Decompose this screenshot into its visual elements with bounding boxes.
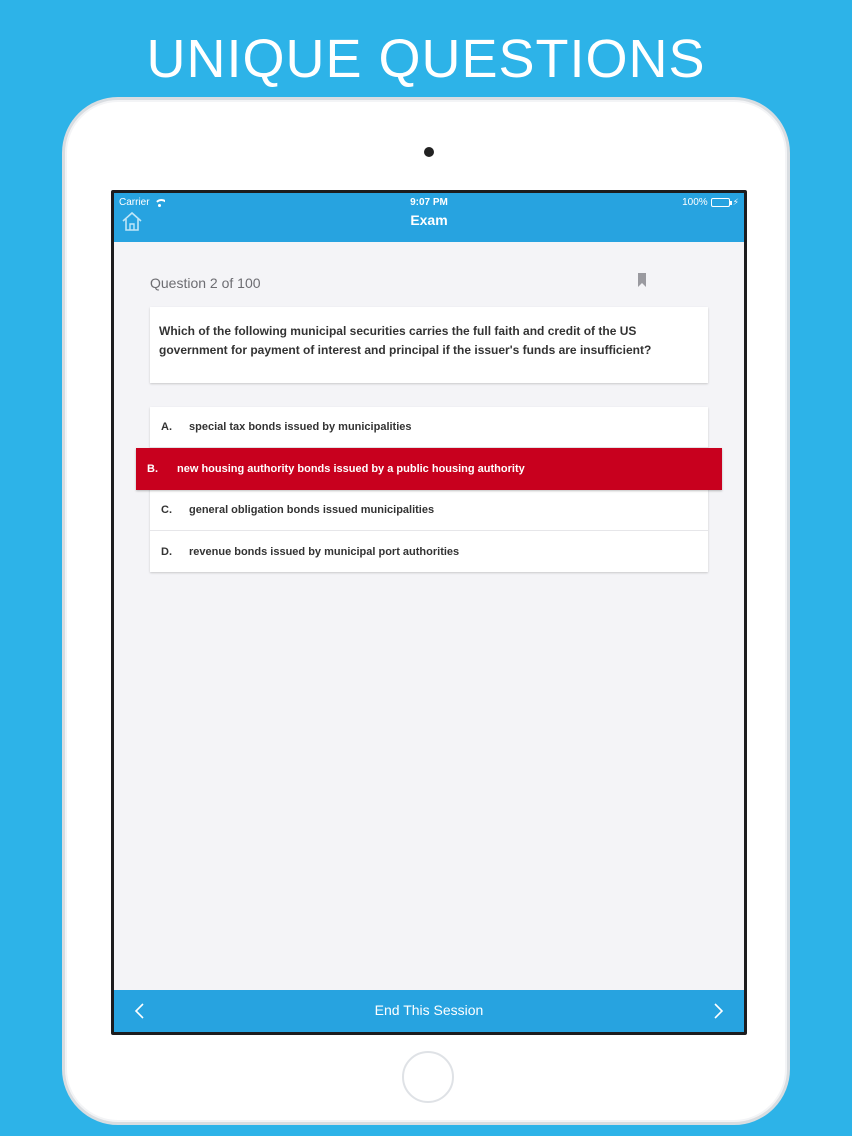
- answer-option-d[interactable]: [150, 531, 708, 572]
- front-camera: [424, 147, 434, 157]
- status-bar: [114, 193, 744, 211]
- answer-text: new housing authority bonds issued by a public housing authority: [177, 463, 525, 475]
- bookmark-icon[interactable]: [637, 273, 647, 288]
- answer-text: revenue bonds issued by municipal port authorities: [189, 545, 460, 558]
- chevron-right-icon: [708, 1001, 728, 1021]
- answer-letter: A.: [161, 421, 172, 433]
- answer-option-b[interactable]: [136, 448, 722, 490]
- next-question-button[interactable]: [708, 1001, 728, 1021]
- promo-headline: UNIQUE QUESTIONS: [146, 29, 706, 89]
- device-home-button: [402, 1051, 454, 1103]
- battery-icon: [711, 198, 730, 207]
- status-time: 9:07 PM: [410, 197, 448, 208]
- app-screen: [111, 190, 747, 1035]
- bottom-toolbar: [114, 990, 744, 1032]
- question-text: Which of the following municipal securities carries the full faith and credit of the US government for payment of interest and principal if the issuer's funds are insufficient?: [159, 324, 652, 357]
- answer-text: special tax bonds issued by municipalities: [189, 421, 412, 433]
- answer-letter: C.: [161, 504, 172, 516]
- end-session-button[interactable]: End This Session: [374, 1002, 484, 1018]
- answer-option-a[interactable]: [150, 407, 708, 448]
- nav-header: [114, 193, 744, 242]
- battery-percent: 100%: [682, 197, 708, 208]
- tablet-frame: [62, 97, 790, 1125]
- answer-option-c[interactable]: [150, 490, 708, 531]
- page-title: Exam: [410, 212, 448, 228]
- charging-bolt-icon: ⚡: [732, 197, 739, 207]
- answer-text: general obligation bonds issued municipalities: [189, 504, 435, 516]
- question-counter: Question 2 of 100: [150, 275, 261, 291]
- answer-list: [147, 407, 708, 572]
- answer-letter: B.: [147, 463, 158, 475]
- question-card: [150, 307, 708, 383]
- carrier-label: Carrier: [119, 197, 150, 208]
- answer-letter: D.: [161, 545, 172, 558]
